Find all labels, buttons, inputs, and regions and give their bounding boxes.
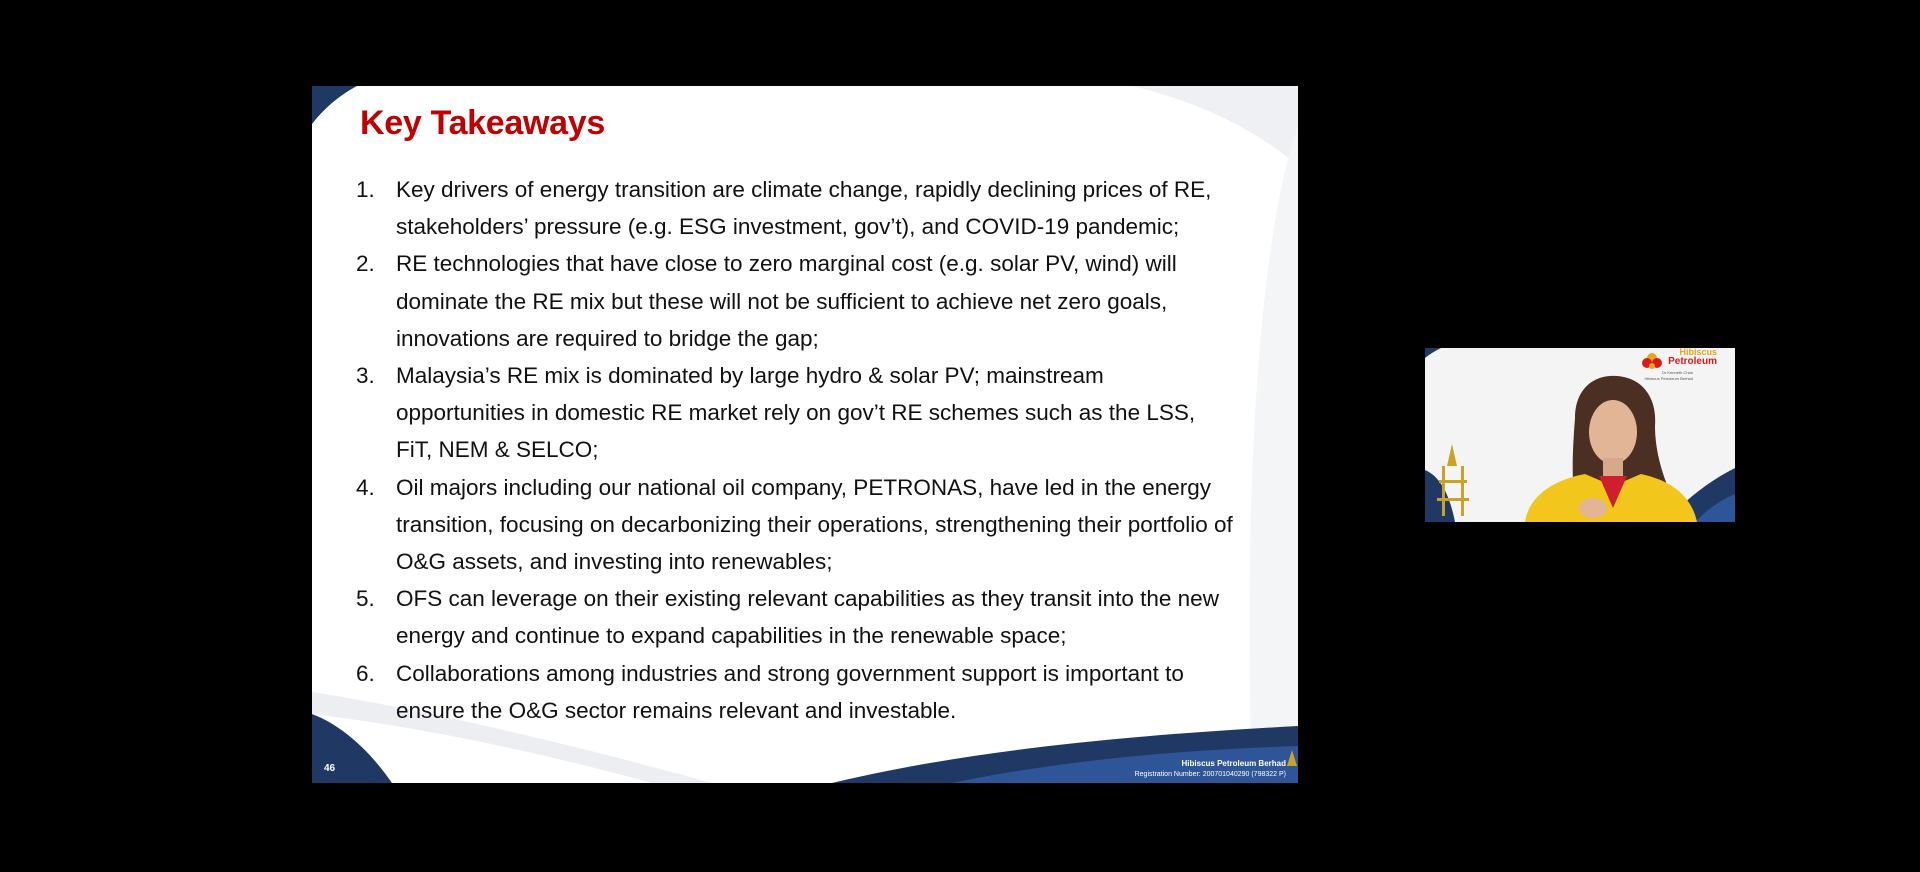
takeaway-text: RE technologies that have close to zero marginal cost (e.g. solar PV, wind) will dominate the RE mix but these will not be sufficient to achieve net zero goals, innovations are required to bridge the gap; <box>396 251 1177 351</box>
takeaway-item <box>356 245 1236 357</box>
takeaway-item <box>356 469 1236 581</box>
takeaways-list <box>356 171 1236 729</box>
takeaway-number: 3. <box>356 363 375 389</box>
video-organization-subline: Hibiscus Petroleum Berhad <box>1644 376 1693 381</box>
footer-registration-number: Registration Number: 200701040290 (798322 P) <box>1134 771 1286 778</box>
takeaway-text: Key drivers of energy transition are climate change, rapidly declining prices of RE, stakeholders’ pressure (e.g. ESG investment, gov’t), and COVID-19 pandemic; <box>396 177 1212 240</box>
video-brand-name: Petroleum <box>1668 356 1717 367</box>
takeaway-text: OFS can leverage on their existing relevant capabilities as they transit into the new energy and continue to expand capabilities in the renewable space; <box>396 586 1219 649</box>
takeaway-number: 2. <box>356 251 375 277</box>
shared-slide <box>312 86 1298 783</box>
takeaway-number: 4. <box>356 474 375 500</box>
takeaway-item <box>356 580 1236 654</box>
takeaway-text: Oil majors including our national oil company, PETRONAS, have led in the energy transition, focusing on decarbonizing their operations, strengthening their portfolio of O&G assets, and investing into renewables; <box>396 474 1233 575</box>
video-speaker-subline: Dr Kenneth Chan <box>1662 370 1693 375</box>
takeaway-number: 6. <box>356 660 375 686</box>
takeaway-item <box>356 655 1236 729</box>
takeaway-item <box>356 357 1236 469</box>
footer-company-name: Hibiscus Petroleum Berhad <box>1181 759 1286 768</box>
slide-title: Key Takeaways <box>360 104 605 142</box>
takeaway-number: 5. <box>356 586 375 612</box>
takeaway-number: 1. <box>356 177 375 202</box>
video-brand-name-top: Hibiscus <box>1679 348 1717 357</box>
takeaway-item <box>356 171 1236 245</box>
takeaway-text: Collaborations among industries and strong government support is important to ensure the O&G sector remains relevant and investable. <box>396 660 1184 723</box>
slide-page-number: 46 <box>324 763 336 774</box>
takeaway-text: Malaysia’s RE mix is dominated by large hydro & solar PV; mainstream opportunities in domestic RE market rely on gov’t RE schemes such as the LSS, FiT, NEM & SELCO; <box>396 363 1196 463</box>
speaker-video-tile[interactable] <box>1425 348 1735 522</box>
